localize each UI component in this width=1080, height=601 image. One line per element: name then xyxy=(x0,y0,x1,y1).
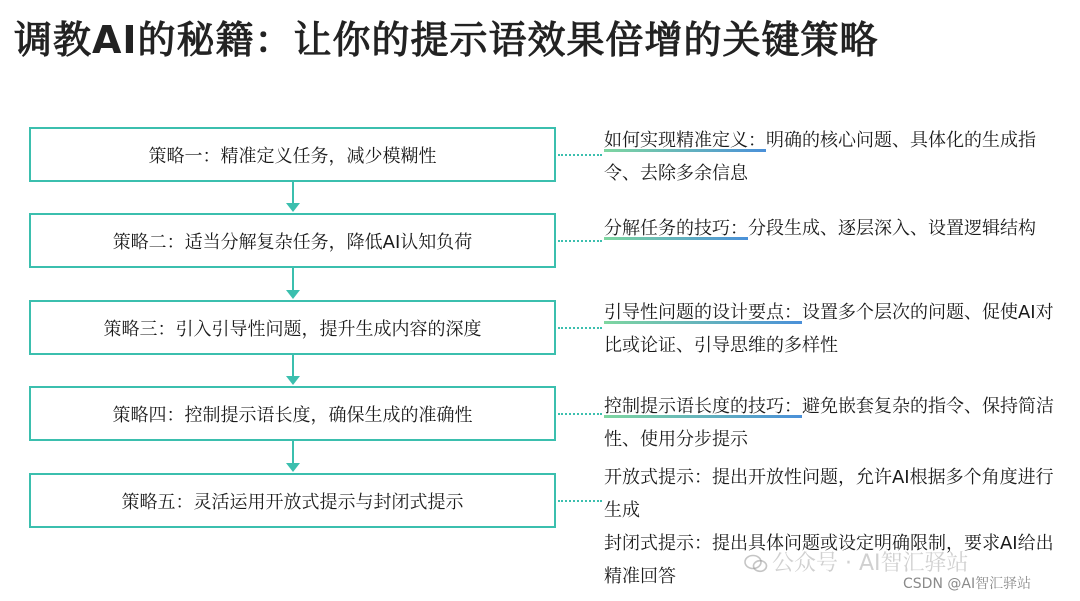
note-body: 分段生成、逐层深入、设置逻辑结构 xyxy=(748,218,1036,239)
page-title: 调教AI的秘籍：让你的提示语效果倍增的关键策略 xyxy=(14,18,879,62)
dotted-connector-3 xyxy=(558,327,602,329)
note-body: 避免嵌套复杂的指令、保持简洁性、使用分步提示 xyxy=(604,396,1054,450)
note-heading: 分解任务的技巧： xyxy=(604,218,748,239)
strategy-box-4 xyxy=(29,386,556,441)
connector-arrow-2 xyxy=(292,268,294,291)
dotted-connector-1 xyxy=(558,154,602,156)
strategy-box-5 xyxy=(29,473,556,528)
arrow-head-icon xyxy=(286,290,300,299)
csdn-watermark: CSDN @AI智汇驿站 xyxy=(903,576,1032,592)
note-open-prompt: 开放式提示：提出开放性问题，允许AI根据多个角度进行生成 xyxy=(604,467,1054,521)
connector-arrow-3 xyxy=(292,355,294,377)
note-heading: 如何实现精准定义： xyxy=(604,130,766,151)
note-body: 明确的核心问题、具体化的生成指令、去除多余信息 xyxy=(604,130,1036,184)
note-2 xyxy=(604,212,1054,245)
dotted-connector-4 xyxy=(558,413,602,415)
wechat-icon xyxy=(744,554,768,574)
strategy-label: 策略四：控制提示语长度，确保生成的准确性 xyxy=(112,404,473,426)
strategy-box-2 xyxy=(29,213,556,268)
dotted-connector-2 xyxy=(558,240,602,242)
strategy-label: 策略五：灵活运用开放式提示与封闭式提示 xyxy=(121,491,464,513)
arrow-head-icon xyxy=(286,463,300,472)
note-3 xyxy=(604,296,1054,362)
note-body: 设置多个层次的问题、促使AI对比或论证、引导思维的多样性 xyxy=(604,302,1054,356)
note-heading: 引导性问题的设计要点： xyxy=(604,302,802,323)
note-4 xyxy=(604,390,1054,456)
connector-arrow-1 xyxy=(292,182,294,204)
strategy-label: 策略一：精准定义任务，减少模糊性 xyxy=(148,145,437,167)
wechat-watermark-text: 公众号 · AI智汇驿站 xyxy=(772,551,969,576)
arrow-head-icon xyxy=(286,203,300,212)
strategy-box-1 xyxy=(29,127,556,182)
note-closed-prompt: 封闭式提示：提出具体问题或设定明确限制，要求AI给出精准回答 xyxy=(604,533,1054,587)
connector-arrow-4 xyxy=(292,441,294,464)
note-1 xyxy=(604,124,1054,190)
strategy-box-3 xyxy=(29,300,556,355)
arrow-head-icon xyxy=(286,376,300,385)
dotted-connector-5 xyxy=(558,500,602,502)
note-heading: 控制提示语长度的技巧： xyxy=(604,396,802,417)
strategy-label: 策略二：适当分解复杂任务，降低AI认知负荷 xyxy=(112,231,473,253)
strategy-label: 策略三：引入引导性问题，提升生成内容的深度 xyxy=(103,318,482,340)
